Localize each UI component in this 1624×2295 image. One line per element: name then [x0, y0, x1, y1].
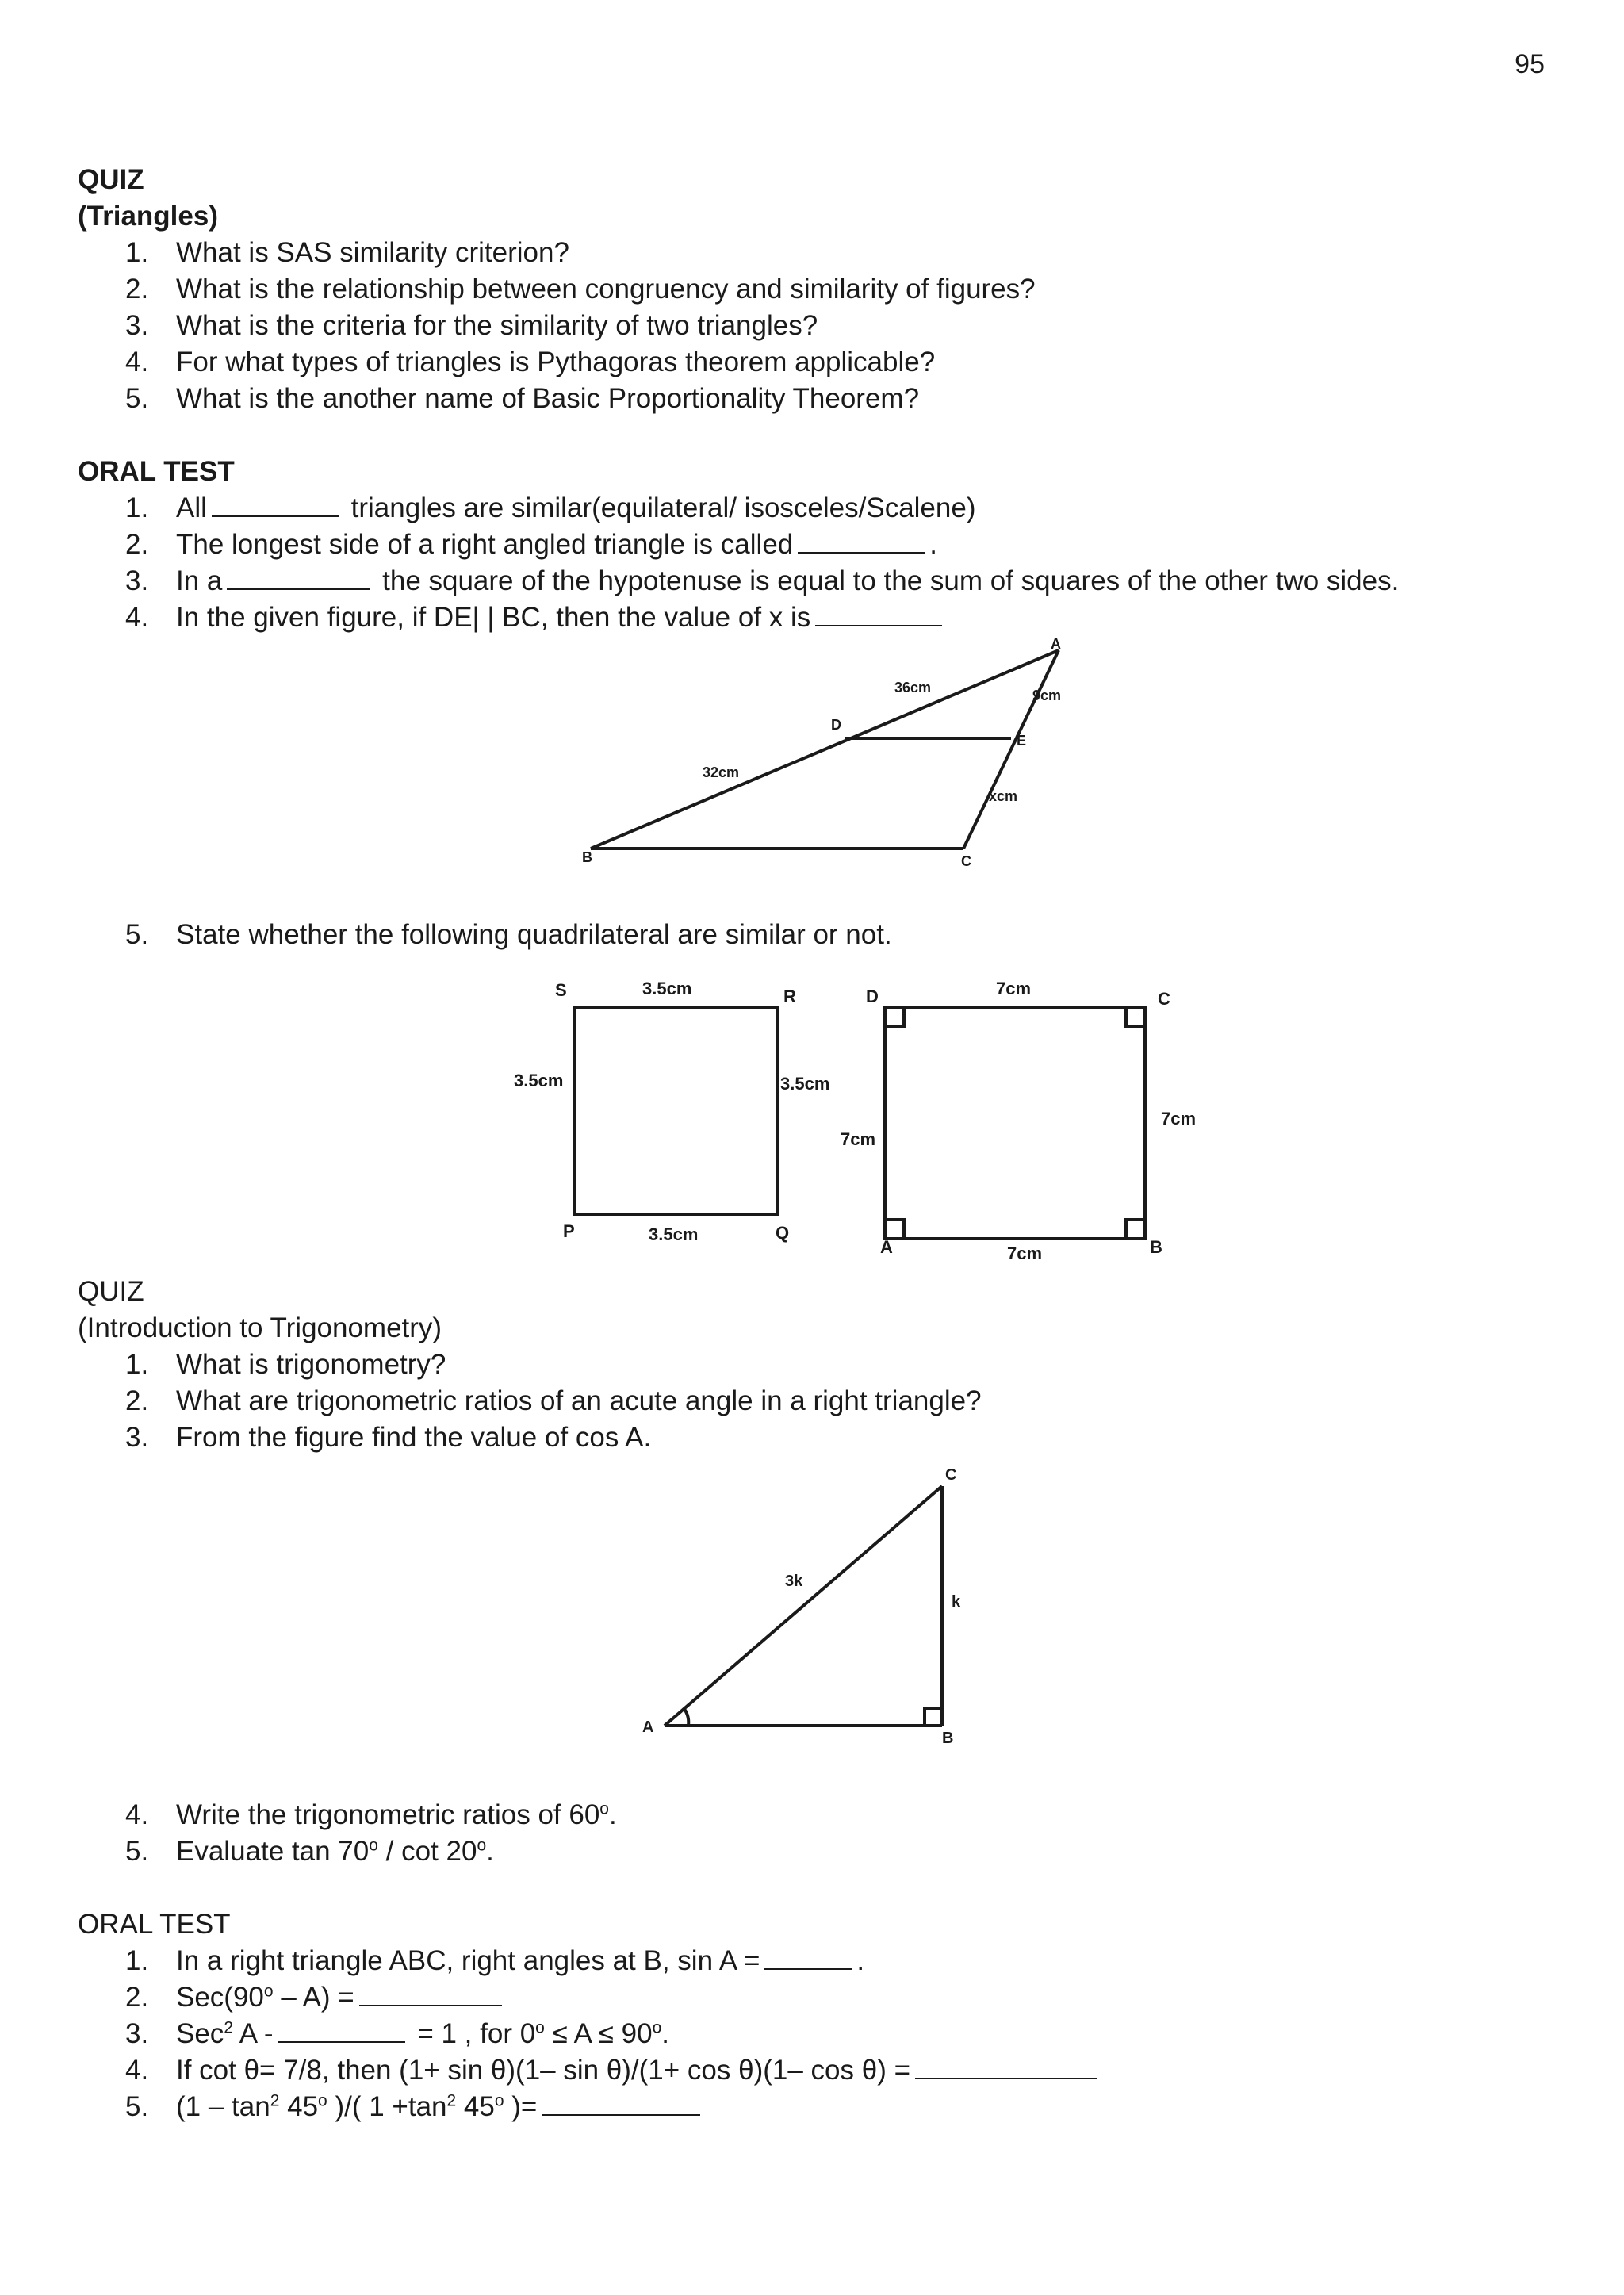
oral-test-trigonometry-section: [78, 1906, 1102, 2125]
list-item: 3. From the figure find the value of cos A.: [125, 1422, 652, 1453]
section-heading: ORAL TEST: [78, 456, 235, 487]
vertex-c-label: C: [945, 1466, 957, 1484]
section-subheading: (Introduction to Trigonometry): [78, 1312, 442, 1343]
answer-blank: [278, 2017, 405, 2043]
big-left-length-label: 7cm: [841, 1129, 876, 1149]
small-right-length-label: 3.5cm: [780, 1074, 830, 1094]
point-d-label: D: [831, 717, 841, 733]
quiz-triangles-section: [78, 162, 1036, 417]
point-e-label: E: [1017, 733, 1027, 749]
ad-length-label: 36cm: [894, 680, 932, 695]
oral-test-q5: [78, 917, 892, 953]
vertex-a-label: A: [642, 1718, 654, 1736]
list-item: 5. State whether the following quadrilateral are similar or not.: [125, 919, 892, 950]
list-item: 3. In a the square of the hypotenuse is equal to the sum of squares of the other two sides.: [125, 565, 1400, 596]
vertex-p-label: P: [563, 1221, 575, 1241]
answer-blank: [359, 1981, 502, 2006]
small-top-length-label: 3.5cm: [642, 979, 692, 998]
vertex-b-label: B: [942, 1730, 954, 1747]
vertex-b-label: B: [582, 849, 592, 865]
answer-blank: [798, 528, 925, 554]
page-number: 95: [1515, 49, 1545, 79]
list-item: 2. Sec(90$^o$ – A) =: [78, 1979, 1102, 2016]
right-triangle-figure: [626, 1459, 991, 1753]
list-item: 3. Sec$^2$ A - = 1 , for $0^o \le A \le 90^o$.: [125, 2018, 670, 2049]
list-item: 2. What is the relationship between congruency and similarity of figures?: [125, 274, 1036, 305]
small-left-length-label: 3.5cm: [514, 1071, 564, 1090]
oral-test-triangles-section: [78, 454, 1399, 636]
vertex-s-label: S: [555, 980, 567, 1000]
side-bc-label: k: [952, 1593, 961, 1611]
small-bottom-length-label: 3.5cm: [649, 1224, 699, 1244]
list-item: 1. What is trigonometry?: [125, 1349, 446, 1380]
list-item: 5. Evaluate tan 70$^o$ / cot 20$^o$.: [125, 1836, 494, 1867]
section-heading: QUIZ: [78, 164, 144, 195]
vertex-c-label: C: [961, 853, 971, 869]
ec-length-label: xcm: [989, 788, 1018, 804]
vertex-c-label: C: [1158, 989, 1170, 1009]
answer-blank: [227, 565, 370, 590]
vertex-b-label: B: [1150, 1237, 1162, 1257]
big-top-length-label: 7cm: [996, 979, 1032, 998]
list-item: 4. Write the trigonometric ratios of 60$^o$.: [125, 1799, 617, 1830]
vertex-d-label: D: [866, 987, 879, 1006]
big-bottom-length-label: 7cm: [1007, 1243, 1043, 1263]
answer-blank: [542, 2090, 700, 2116]
db-length-label: 32cm: [703, 764, 740, 780]
list-item: 3. What is the criteria for the similarity of two triangles?: [125, 310, 818, 341]
section-subheading: (Triangles): [78, 201, 218, 232]
list-item: 5. What is the another name of Basic Proportionality Theorem?: [125, 383, 920, 414]
section-heading: QUIZ: [78, 1276, 144, 1307]
quadrilaterals-figure: [500, 969, 1213, 1270]
list-item: 5. ($1 - \tan^2 45^o$ )/( $1 +\tan^2$ 45$^o$ )=: [78, 2089, 1102, 2125]
big-right-length-label: 7cm: [1161, 1109, 1197, 1128]
vertex-a-label: A: [1051, 636, 1061, 652]
vertex-q-label: Q: [776, 1223, 790, 1243]
answer-blank: [764, 1944, 852, 1970]
list-item: 1. All triangles are similar(equilateral/ isosceles/Scalene): [125, 492, 976, 523]
answer-blank: [915, 2054, 1097, 2079]
list-item: 4. For what types of triangles is Pythagoras theorem applicable?: [125, 347, 936, 377]
list-item: 2. The longest side of a right angled triangle is called .: [125, 529, 937, 560]
list-item: 2. What are trigonometric ratios of an acute angle in a right triangle?: [125, 1385, 982, 1416]
quiz-trigonometry-section: [78, 1274, 982, 1456]
answer-blank: [815, 601, 942, 626]
triangle-de-parallel-bc-figure: [571, 634, 1078, 872]
vertex-r-label: R: [783, 987, 796, 1006]
vertex-a-label: A: [880, 1237, 893, 1257]
list-item: 4. In the given figure, if DE| | BC, then the value of x is: [78, 600, 1399, 636]
list-item: 1. In a right triangle ABC, right angles at B, sin A = .: [125, 1945, 865, 1976]
quiz-trigonometry-continued: [78, 1797, 617, 1870]
answer-blank: [212, 492, 339, 517]
list-item: 1. What is SAS similarity criterion?: [125, 237, 569, 268]
hypotenuse-label: 3k: [785, 1573, 803, 1590]
ae-length-label: 9cm: [1032, 688, 1062, 703]
list-item: 4. If cot θ= 7/8, then (1+ sin θ)(1– sin θ)/(1+ cos θ)(1– cos θ) =: [78, 2052, 1102, 2089]
section-heading: ORAL TEST: [78, 1909, 231, 1940]
